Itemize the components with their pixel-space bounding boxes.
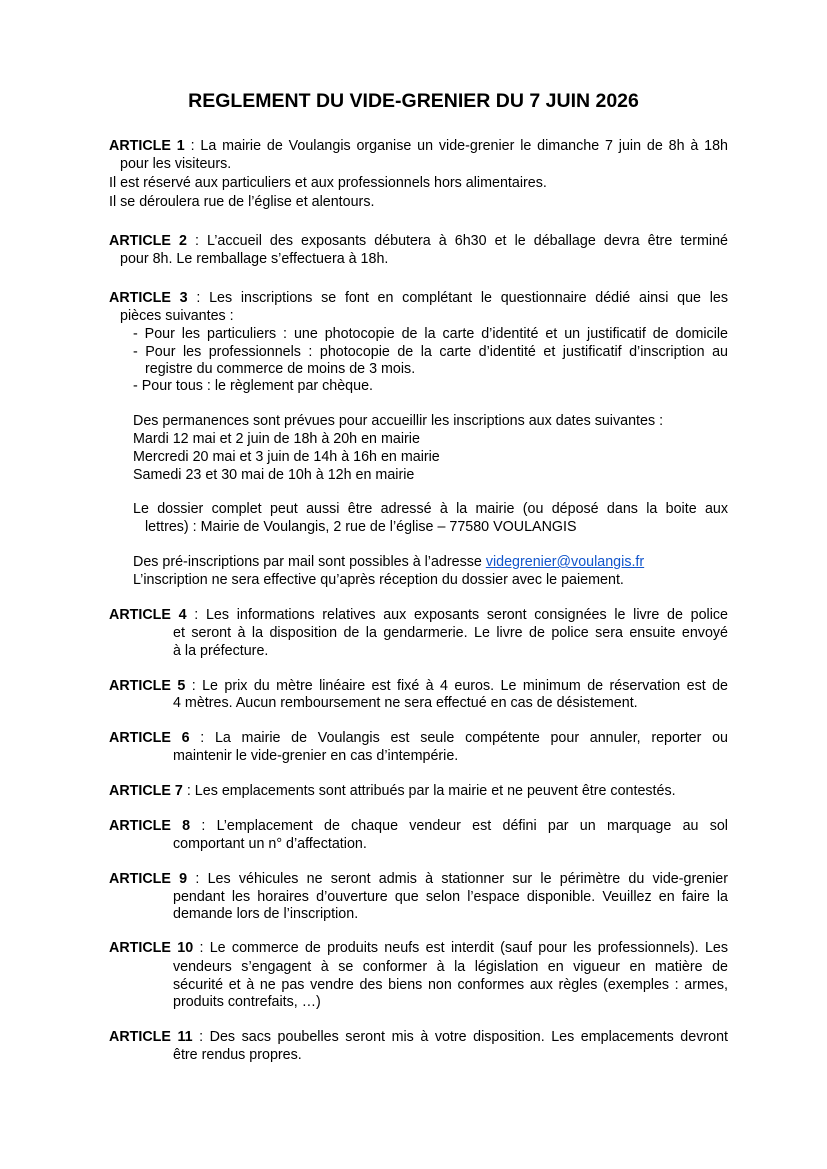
article-5 <box>109 677 728 695</box>
article-1 <box>109 137 728 155</box>
article-9 <box>109 870 728 888</box>
article-label: ARTICLE 2 <box>109 233 187 249</box>
article-text: lettres) : Mairie de Voulangis, 2 rue de l’église – 77580 VOULANGIS <box>145 519 577 535</box>
article-7 <box>109 782 676 800</box>
article-text <box>133 553 644 571</box>
article-text: Samedi 23 et 30 mai de 10h à 12h en mairie <box>133 467 415 483</box>
article-text: Mercredi 20 mai et 3 juin de 14h à 16h en mairie <box>133 449 440 465</box>
article-label: ARTICLE 7 <box>109 783 183 799</box>
list-item: - Pour les professionnels : photocopie de la carte d’identité et justificatif d’inscription au <box>133 344 728 360</box>
article-text: comportant un n° d’affectation. <box>173 836 367 852</box>
article-text: : Des sacs poubelles seront mis à votre disposition. Les emplacements devront <box>192 1029 728 1045</box>
article-text: pièces suivantes : <box>120 308 234 324</box>
article-text: : L’accueil des exposants débutera à 6h30 et le déballage devra être terminé <box>186 233 728 249</box>
article-text: Il est réservé aux particuliers et aux professionnels hors alimentaires. <box>109 175 547 191</box>
article-text: sécurité et à ne pas vendre des biens non conformes aux règles (exemples : armes, <box>173 977 728 993</box>
article-label: ARTICLE 5 <box>109 678 186 694</box>
article-label: ARTICLE 3 <box>109 290 188 306</box>
article-label: ARTICLE 10 <box>109 940 194 956</box>
article-text: : Le commerce de produits neufs est interdit (sauf pour les professionnels). Les <box>193 940 728 956</box>
list-item: registre du commerce de moins de 3 mois. <box>145 361 416 377</box>
article-label: ARTICLE 1 <box>109 138 185 154</box>
article-text: Des permanences sont prévues pour accueillir les inscriptions aux dates suivantes : <box>133 413 664 429</box>
article-text: Des pré-inscriptions par mail sont possibles à l’adresse <box>133 554 486 570</box>
article-text: L’inscription ne sera effective qu’après réception du dossier avec le paiement. <box>133 572 624 588</box>
article-text: : Le prix du mètre linéaire est fixé à 4 euros. Le minimum de réservation est de <box>185 678 728 694</box>
article-label: ARTICLE 9 <box>109 871 188 887</box>
article-text: être rendus propres. <box>173 1047 302 1063</box>
article-text: : Les inscriptions se font en complétant le questionnaire dédié ainsi que les <box>187 290 728 306</box>
article-text: : L’emplacement de chaque vendeur est défini par un marquage au sol <box>190 818 728 834</box>
article-text: : Les informations relatives aux exposants seront consignées le livre de police <box>186 607 728 623</box>
article-text: pour 8h. Le remballage s’effectuera à 18h. <box>120 251 389 267</box>
article-2 <box>109 232 728 250</box>
article-text: Mardi 12 mai et 2 juin de 18h à 20h en mairie <box>133 431 420 447</box>
page-title: REGLEMENT DU VIDE-GRENIER DU 7 JUIN 2026 <box>188 90 639 112</box>
article-text: produits contrefaits, …) <box>173 994 321 1010</box>
article-10 <box>109 939 728 957</box>
article-text: 4 mètres. Aucun remboursement ne sera effectué en cas de désistement. <box>173 695 638 711</box>
article-text: : Les véhicules ne seront admis à stationner sur le périmètre du vide-grenier <box>187 871 728 887</box>
article-text: vendeurs s’engagent à se conformer à la législation en vigueur en matière de <box>173 959 728 975</box>
article-11 <box>109 1028 728 1046</box>
article-label: ARTICLE 4 <box>109 607 187 623</box>
article-6 <box>109 729 728 747</box>
article-8 <box>109 817 728 835</box>
article-text: à la préfecture. <box>173 643 269 659</box>
article-text: et seront à la disposition de la gendarmerie. Le livre de police sera ensuite envoyé <box>173 625 728 641</box>
article-text: demande lors de l’inscription. <box>173 906 359 922</box>
article-text: Le dossier complet peut aussi être adressé à la mairie (ou déposé dans la boite aux <box>133 501 728 517</box>
article-text: Il se déroulera rue de l’église et alentours. <box>109 194 375 210</box>
article-label: ARTICLE 11 <box>109 1029 193 1045</box>
article-text: : La mairie de Voulangis est seule compétente pour annuler, reporter ou <box>189 730 728 746</box>
email-link[interactable]: videgrenier@voulangis.fr <box>485 554 645 570</box>
article-label: ARTICLE 8 <box>109 818 191 834</box>
list-item: - Pour tous : le règlement par chèque. <box>133 378 374 394</box>
article-text: : Les emplacements sont attribués par la mairie et ne peuvent être contestés. <box>182 783 676 799</box>
article-4 <box>109 606 728 624</box>
article-text: : La mairie de Voulangis organise un vide-grenier le dimanche 7 juin de 8h à 18h <box>184 138 728 154</box>
article-text: maintenir le vide-grenier en cas d’intempérie. <box>173 748 459 764</box>
article-label: ARTICLE 6 <box>109 730 190 746</box>
list-item: - Pour les particuliers : une photocopie de la carte d’identité et un justificatif de domicile <box>133 326 728 342</box>
article-text: pour les visiteurs. <box>120 156 232 172</box>
article-3 <box>109 289 728 307</box>
article-text: pendant les horaires d’ouverture que selon l’espace disponible. Veuillez en faire la <box>173 889 728 905</box>
